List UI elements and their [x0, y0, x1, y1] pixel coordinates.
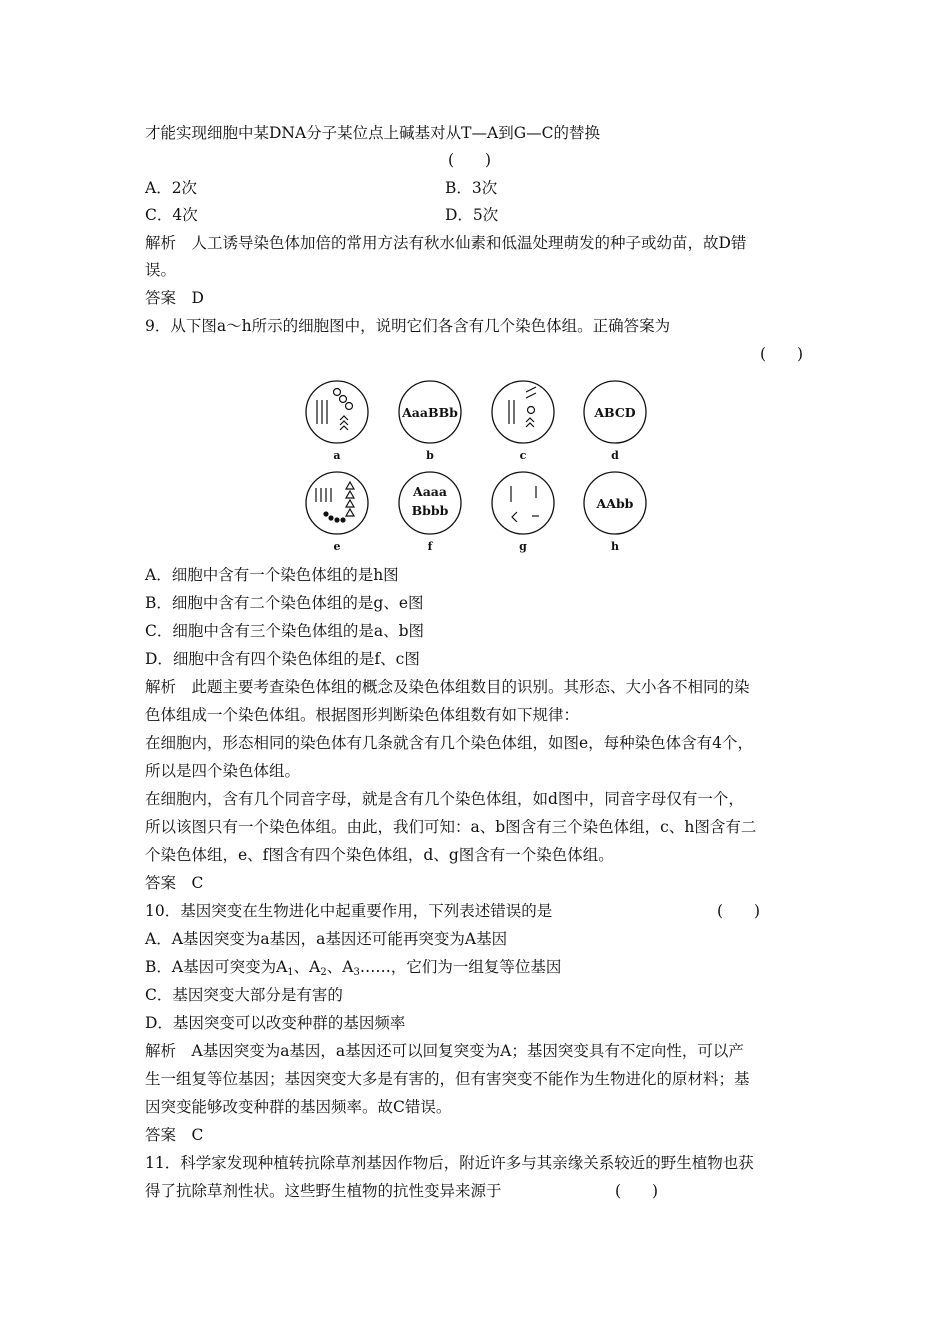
q8-analysis-line: 解析 人工诱导染色体加倍的常用方法有秋水仙素和低温处理萌发的种子或幼苗，故D错 — [145, 234, 747, 252]
q8-option-b: B．3次 — [445, 179, 498, 197]
q8-option-c: C．4次 — [145, 206, 198, 224]
label-b: b — [426, 449, 434, 462]
q9-analysis-line: 色体组成一个染色体组。根据图形判断染色体组数有如下规律： — [145, 706, 580, 724]
cell-e — [306, 472, 368, 534]
q9-option-c: C．细胞中含有三个染色体组的是a、b图 — [145, 622, 425, 640]
q9-answer-paren: ( ) — [760, 345, 804, 363]
q10-answer-paren: ( ) — [717, 902, 761, 920]
q10-option-c: C．基因突变大部分是有害的 — [145, 986, 343, 1004]
cell-e-dots — [323, 511, 345, 522]
cell-d-text: ABCD — [594, 405, 636, 420]
label-c: c — [519, 449, 527, 462]
q8-option-a: A．2次 — [145, 179, 198, 197]
label-d: d — [611, 449, 619, 462]
q8-stem: 才能实现细胞中某DNA分子某位点上碱基对从T—A到G—C的替换 — [145, 124, 600, 142]
q9-analysis-line: 在细胞内，形态相同的染色体有几条就含有几个染色体组，如图e，每种染色体含有4个， — [145, 734, 754, 752]
q8-option-d: D．5次 — [445, 206, 499, 224]
q8-answer: 答案 D — [145, 289, 204, 307]
q11-stem: 11．科学家发现种植转抗除草剂基因作物后，附近许多与其亲缘关系较近的野生植物也获 — [145, 1154, 754, 1172]
cell-g — [492, 472, 554, 534]
q9-stem: 9．从下图a～h所示的细胞图中，说明它们各含有几个染色体组。正确答案为 — [145, 317, 671, 335]
q8-analysis-line: 误。 — [145, 261, 177, 279]
cell-f-text-2: Bbbb — [411, 503, 449, 518]
label-f: f — [427, 540, 433, 553]
q11-stem: 得了抗除草剂性状。这些野生植物的抗性变异来源于 — [145, 1182, 502, 1200]
cell-b-text: AaaBBb — [402, 405, 458, 420]
q9-answer: 答案 C — [145, 874, 204, 892]
q10-answer: 答案 C — [145, 1126, 204, 1144]
q10-option-a: A．A基因突变为a基因，a基因还可能再突变为A基因 — [145, 930, 508, 948]
label-a: a — [333, 449, 341, 462]
cell-h-text: AAbb — [596, 496, 634, 511]
cell-e-chromosomes — [316, 482, 354, 516]
cell-g-chromosomes — [511, 486, 539, 522]
cell-a — [306, 381, 368, 443]
cell-diagram-figure — [290, 372, 660, 562]
q9-option-b: B．细胞中含有二个染色体组的是g、e图 — [145, 594, 424, 612]
cell-a-chromosomes — [317, 389, 353, 431]
q10-analysis-line: 因突变能够改变种群的基因频率。故C错误。 — [145, 1098, 452, 1116]
q10-stem: 10．基因突变在生物进化中起重要作用，下列表述错误的是 — [145, 902, 553, 920]
q9-option-d: D．细胞中含有四个染色体组的是f、c图 — [145, 650, 420, 668]
q9-analysis-line: 解析 此题主要考查染色体组的概念及染色体组数目的识别。其形态、大小各不相同的染 — [145, 678, 750, 696]
q9-analysis-line: 在细胞内，含有几个同音字母，就是含有几个染色体组，如d图中，同音字母仅有一个， — [145, 790, 744, 808]
label-g: g — [519, 540, 527, 553]
cell-c — [492, 381, 554, 443]
cell-f-text-1: Aaaa — [413, 484, 447, 499]
q9-analysis-line: 所以是四个染色体组。 — [145, 762, 301, 780]
q10-analysis-line: 解析 A基因突变为a基因，a基因还可以回复突变为A；基因突变具有不定向性，可以产 — [145, 1042, 744, 1060]
cell-c-chromosomes — [509, 387, 536, 427]
q9-analysis-line: 个染色体组，e、f图含有四个染色体组，d、g图含有一个染色体组。 — [145, 846, 614, 864]
q9-analysis-line: 所以该图只有一个染色体组。由此，我们可知：a、b图含有三个染色体组，c、h图含有二 — [145, 818, 757, 836]
q10-option-d: D．基因突变可以改变种群的基因频率 — [145, 1014, 406, 1032]
q10-analysis-line: 生一组复等位基因；基因突变大多是有害的，但有害突变不能作为生物进化的原材料；基 — [145, 1070, 750, 1088]
q9-option-a: A．细胞中含有一个染色体组的是h图 — [145, 566, 399, 584]
label-h: h — [611, 540, 619, 553]
q10-option-b: B．A基因可突变为$A_1$、$A_2$、$A_3\dots\dots$，它们为一组复等位基因 — [145, 958, 562, 978]
label-e: e — [333, 540, 341, 553]
q11-answer-paren: ( ) — [615, 1182, 659, 1200]
q8-answer-paren: ( ) — [448, 151, 492, 169]
